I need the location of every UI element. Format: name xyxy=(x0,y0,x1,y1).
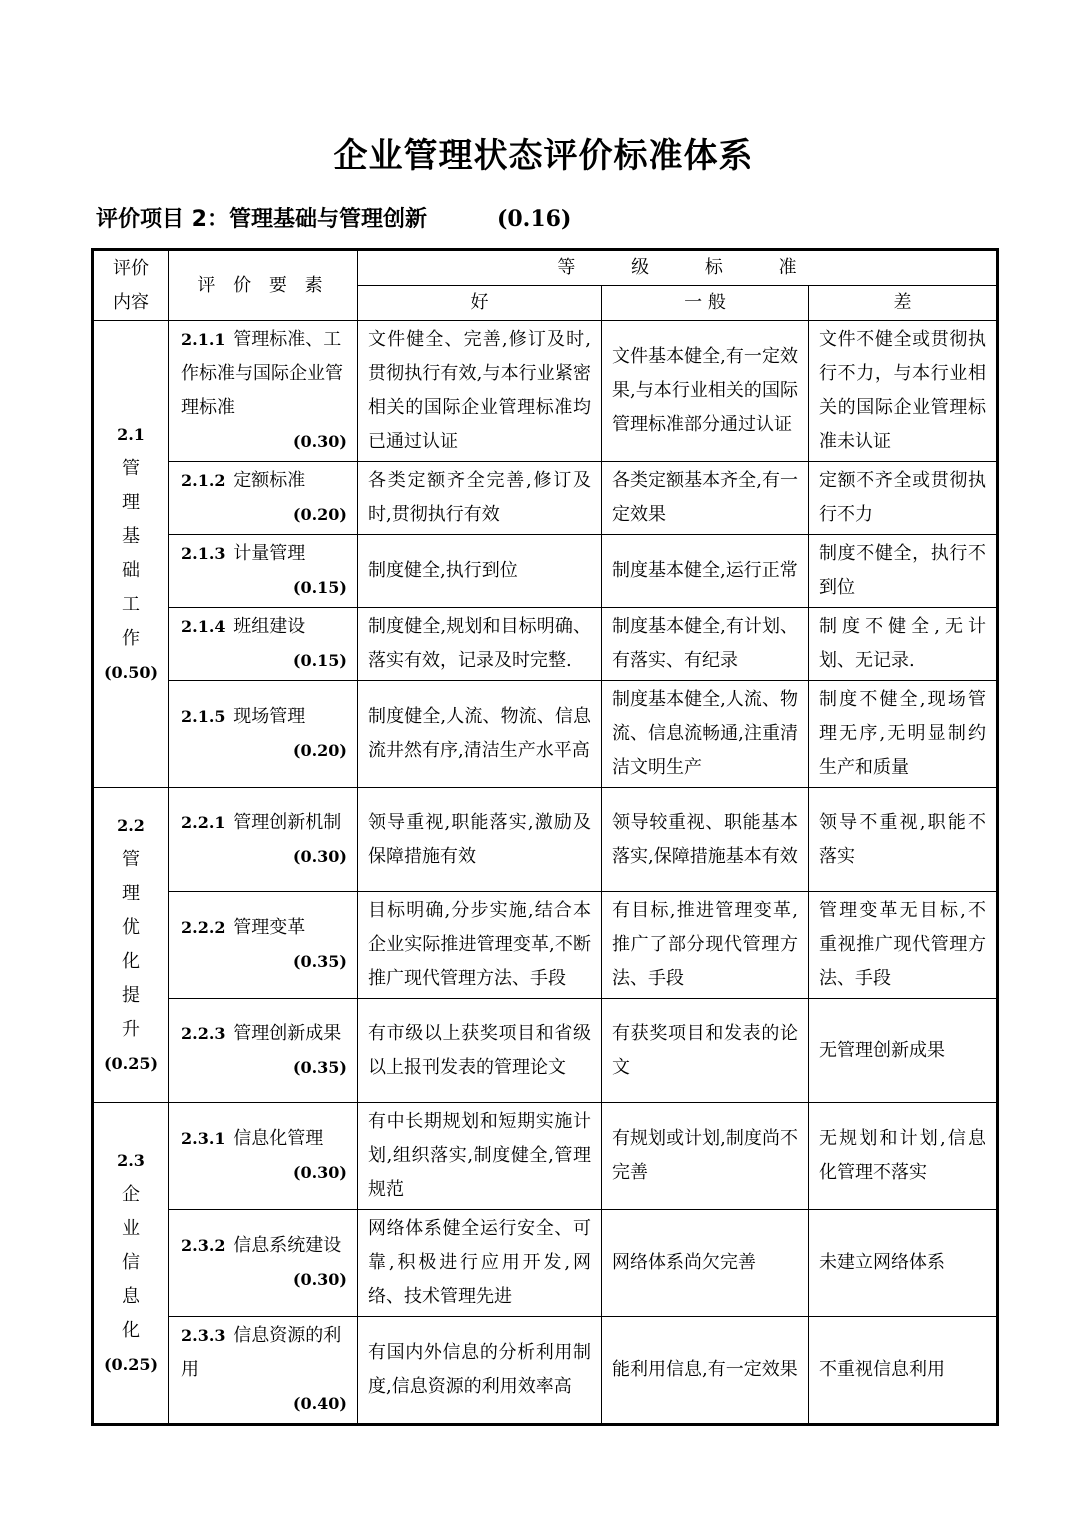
element-cell xyxy=(169,999,358,1103)
criteria-good: 制度健全,人流、物流、信息流井然有序,清洁生产水平高 xyxy=(358,681,602,788)
element-code: 2.1.5 xyxy=(181,707,226,726)
element-label: 定额标准 xyxy=(233,470,306,491)
category-name-char: 础 xyxy=(122,560,140,581)
criteria-poor: 未建立网络体系 xyxy=(809,1210,998,1317)
element-label: 管理标准、工作标准与国际企业管理标准 xyxy=(181,329,343,418)
element-weight: (0.20) xyxy=(292,741,347,760)
element-code: 2.1.3 xyxy=(181,544,226,563)
criteria-average: 有目标,推进管理变革,推广了部分现代管理方法、手段 xyxy=(602,892,809,999)
element-weight: (0.15) xyxy=(292,578,347,597)
category-code: 2.2 xyxy=(117,816,145,835)
category-cell xyxy=(93,788,169,1103)
element-weight: (0.40) xyxy=(292,1394,347,1413)
category-name-char: 化 xyxy=(122,1320,140,1341)
criteria-average: 网络体系尚欠完善 xyxy=(602,1210,809,1317)
criteria-poor: 制度不健全，执行不到位 xyxy=(809,535,998,608)
element-weight: (0.35) xyxy=(292,1057,347,1077)
table-row xyxy=(93,535,998,608)
element-name xyxy=(181,464,347,498)
criteria-poor: 制度不健全,现场管理无序,无明显制约生产和质量 xyxy=(809,681,998,788)
criteria-poor: 定额不齐全或贯彻执行不力 xyxy=(809,462,998,535)
table-row xyxy=(93,1317,998,1425)
element-name xyxy=(181,806,347,840)
element-weight: (0.30) xyxy=(292,1270,347,1289)
table-row xyxy=(93,681,998,788)
element-label: 班组建设 xyxy=(233,616,306,637)
element-code: 2.3.2 xyxy=(181,1236,226,1255)
element-cell xyxy=(169,788,358,892)
category-name-char: 管 xyxy=(122,458,140,479)
category-cell xyxy=(93,1103,169,1425)
element-cell xyxy=(169,681,358,788)
element-label: 管理创新机制 xyxy=(233,811,342,833)
category-name-char: 信 xyxy=(122,1252,140,1273)
category-name-char: 企 xyxy=(122,1184,140,1205)
element-label: 信息资源的利用 xyxy=(181,1325,342,1380)
category-weight: (0.50) xyxy=(103,663,159,682)
category-name-char: 作 xyxy=(122,628,140,649)
category-name-char: 业 xyxy=(122,1218,140,1239)
element-cell xyxy=(169,1103,358,1210)
category-name-char: 升 xyxy=(122,1019,140,1040)
table-row xyxy=(93,321,998,462)
evaluation-item-weight: (0.16) xyxy=(496,206,572,232)
category-name-char: 理 xyxy=(122,492,140,513)
header-evaluation-elements: 评 价 要 素 xyxy=(169,250,358,321)
element-label: 信息化管理 xyxy=(233,1128,324,1149)
category-name-char: 工 xyxy=(122,594,140,615)
element-label: 现场管理 xyxy=(233,706,306,727)
criteria-average: 制度基本健全,有计划、有落实、有纪录 xyxy=(602,608,809,681)
header-grade-standard xyxy=(358,250,998,286)
element-code: 2.1.4 xyxy=(181,617,226,636)
table-row xyxy=(93,892,998,999)
element-name xyxy=(181,700,347,734)
element-weight: (0.20) xyxy=(292,505,347,524)
element-weight: (0.30) xyxy=(292,1163,347,1182)
category-code: 2.1 xyxy=(117,425,145,444)
criteria-average: 制度基本健全,运行正常 xyxy=(602,535,809,608)
element-name xyxy=(181,610,347,644)
element-cell xyxy=(169,462,358,535)
element-label: 管理创新成果 xyxy=(233,1022,342,1044)
element-cell xyxy=(169,1210,358,1317)
element-name xyxy=(181,1122,347,1156)
criteria-average: 能利用信息,有一定效果 xyxy=(602,1317,809,1425)
element-label: 信息系统建设 xyxy=(233,1235,342,1256)
category-name-char: 息 xyxy=(122,1286,140,1307)
category-cell xyxy=(93,321,169,788)
category-code: 2.3 xyxy=(117,1151,145,1170)
element-weight: (0.30) xyxy=(292,846,347,866)
criteria-good: 各类定额齐全完善,修订及时,贯彻执行有效 xyxy=(358,462,602,535)
element-label: 管理变革 xyxy=(233,917,306,938)
element-code: 2.3.1 xyxy=(181,1129,226,1148)
table-row xyxy=(93,999,998,1103)
criteria-average: 有规划或计划,制度尚不完善 xyxy=(602,1103,809,1210)
page-title: 企业管理状态评价标准体系 xyxy=(333,136,754,176)
criteria-good: 目标明确,分步实施,结合本企业实际推进管理变革,不断推广现代管理方法、手段 xyxy=(358,892,602,999)
evaluation-item-label: 评价项目 2：管理基础与管理创新 xyxy=(96,207,427,232)
criteria-good: 有市级以上获奖项目和省级以上报刊发表的管理论文 xyxy=(358,999,602,1103)
criteria-poor: 无规划和计划,信息化管理不落实 xyxy=(809,1103,998,1210)
evaluation-item-heading xyxy=(96,202,571,233)
element-code: 2.2.1 xyxy=(181,812,226,832)
criteria-average: 有获奖项目和发表的论文 xyxy=(602,999,809,1103)
element-cell xyxy=(169,321,358,462)
element-code: 2.1.2 xyxy=(181,471,226,490)
element-code: 2.3.3 xyxy=(181,1326,226,1345)
element-name xyxy=(181,1229,347,1263)
element-weight: (0.15) xyxy=(292,651,347,670)
element-name xyxy=(181,323,347,425)
criteria-average: 各类定额基本齐全,有一定效果 xyxy=(602,462,809,535)
element-cell xyxy=(169,535,358,608)
category-name-char: 提 xyxy=(122,985,140,1006)
header-good: 好 xyxy=(358,286,602,321)
table-row xyxy=(93,1210,998,1317)
element-weight: (0.35) xyxy=(292,952,347,971)
element-cell xyxy=(169,608,358,681)
criteria-average: 文件基本健全,有一定效果,与本行业相关的国际管理标准部分通过认证 xyxy=(602,321,809,462)
element-code: 2.2.3 xyxy=(181,1023,226,1043)
element-cell xyxy=(169,892,358,999)
element-code: 2.2.2 xyxy=(181,918,226,937)
header-evaluation-content: 评价内容 xyxy=(93,250,169,321)
category-name-char: 基 xyxy=(122,526,140,547)
header-poor: 差 xyxy=(809,286,998,321)
category-name-char: 化 xyxy=(122,951,140,972)
table-row xyxy=(93,1103,998,1210)
table-row xyxy=(93,788,998,892)
header-grade-standard-label: 等 级 标 准 xyxy=(557,257,797,278)
criteria-poor: 无管理创新成果 xyxy=(809,999,998,1103)
criteria-poor: 领导不重视,职能不落实 xyxy=(809,788,998,892)
criteria-good: 网络体系健全运行安全、可靠,积极进行应用开发,网络、技术管理先进 xyxy=(358,1210,602,1317)
element-label: 计量管理 xyxy=(233,543,306,564)
criteria-average: 领导较重视、职能基本落实,保障措施基本有效 xyxy=(602,788,809,892)
criteria-poor: 制度不健全,无计划、无记录. xyxy=(809,608,998,681)
category-name-char: 管 xyxy=(122,849,140,870)
table-row xyxy=(93,462,998,535)
element-weight: (0.30) xyxy=(292,432,347,451)
criteria-good: 制度健全,规划和目标明确、落实有效，记录及时完整. xyxy=(358,608,602,681)
element-name xyxy=(181,911,347,945)
category-weight: (0.25) xyxy=(103,1355,159,1374)
evaluation-table xyxy=(91,248,999,1426)
element-code: 2.1.1 xyxy=(181,330,226,349)
criteria-good: 文件健全、完善,修订及时,贯彻执行有效,与本行业紧密相关的国际企业管理标准均已通过认证 xyxy=(358,321,602,462)
criteria-average: 制度基本健全,人流、物流、信息流畅通,注重清洁文明生产 xyxy=(602,681,809,788)
criteria-good: 制度健全,执行到位 xyxy=(358,535,602,608)
criteria-poor: 管理变革无目标,不重视推广现代管理方法、手段 xyxy=(809,892,998,999)
criteria-good: 有中长期规划和短期实施计划,组织落实,制度健全,管理规范 xyxy=(358,1103,602,1210)
category-weight: (0.25) xyxy=(103,1054,159,1073)
category-name-char: 优 xyxy=(122,917,140,938)
criteria-poor: 文件不健全或贯彻执行不力，与本行业相关的国际企业管理标准未认证 xyxy=(809,321,998,462)
criteria-poor: 不重视信息利用 xyxy=(809,1317,998,1425)
element-name xyxy=(181,1319,347,1387)
criteria-good: 领导重视,职能落实,激励及保障措施有效 xyxy=(358,788,602,892)
element-name xyxy=(181,1017,347,1051)
element-name xyxy=(181,537,347,571)
header-average: 一 般 xyxy=(602,286,809,321)
criteria-good: 有国内外信息的分析利用制度,信息资源的利用效率高 xyxy=(358,1317,602,1425)
element-cell xyxy=(169,1317,358,1425)
category-name-char: 理 xyxy=(122,883,140,904)
table-row xyxy=(93,608,998,681)
